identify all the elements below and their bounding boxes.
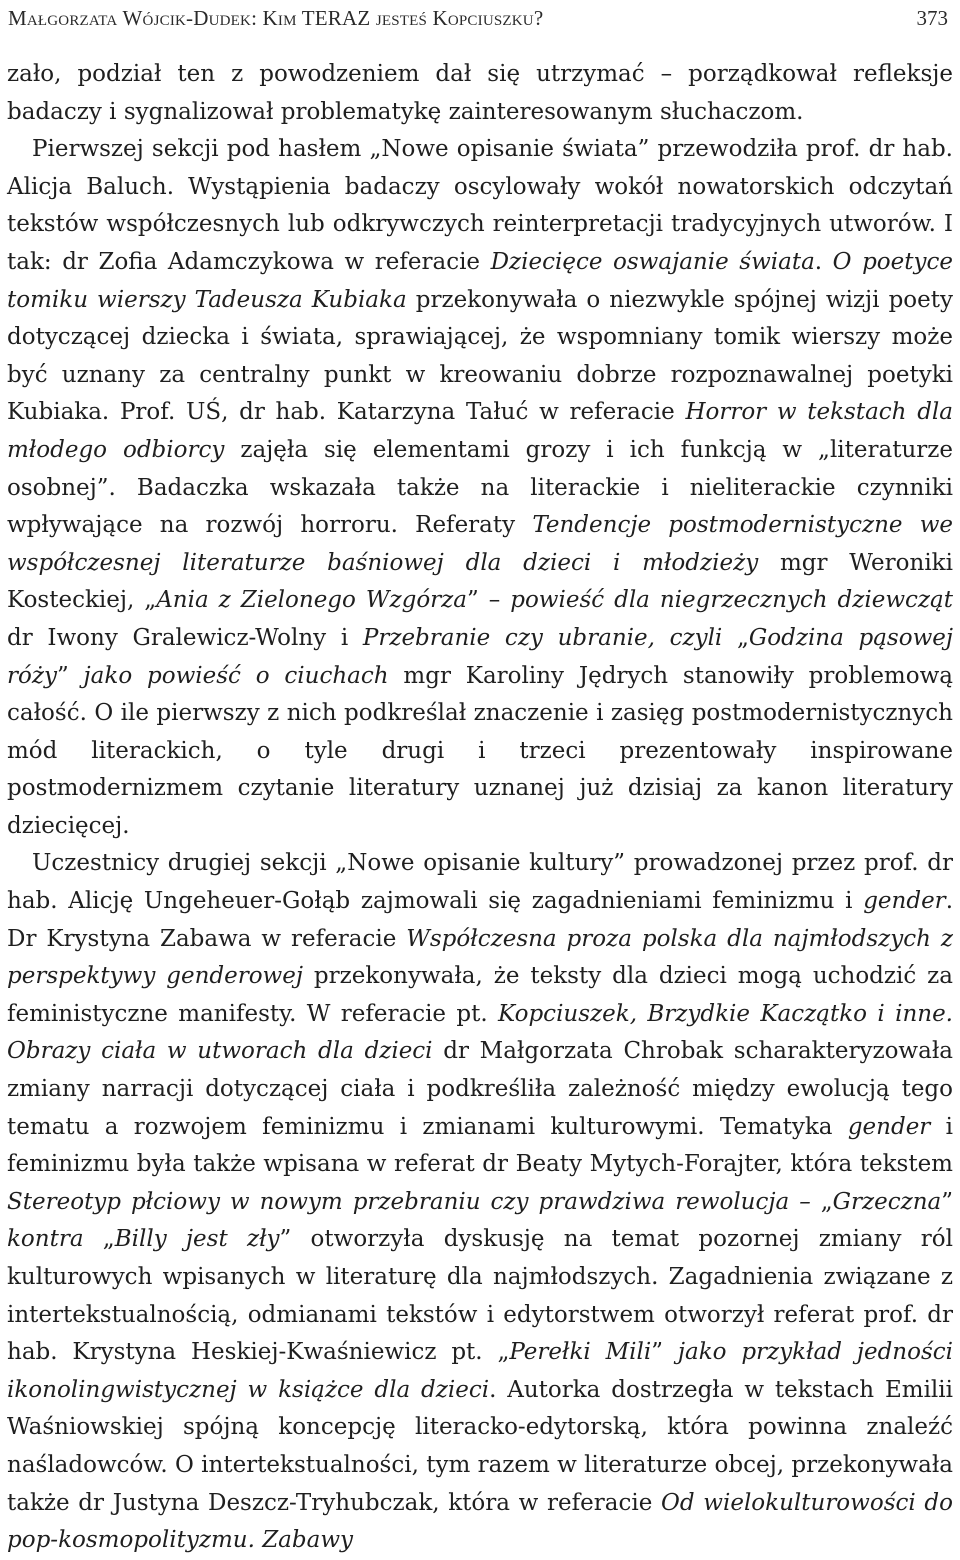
italic-title: Od wielokulturowości do pop-kosmopolityzmu. Zabawy	[7, 1489, 953, 1554]
text-run: „	[820, 1188, 833, 1215]
italic-title: Billy jest zły	[114, 1226, 280, 1253]
text-run: ”	[56, 662, 84, 689]
text-run: ”	[941, 1188, 953, 1215]
text-run: mgr Karoliny Jędrych stanowiły problemową całość. O ile pierwszy z nich podkreślał znaczenie i zasięg postmodernistycznych mód literackich, o tyle drugi i trzeci prezentowały inspirowane postmodernizmem czytanie literatury uznanej już dzisiaj za kanon literatury dziecięcej.	[7, 662, 953, 839]
italic-title: jako przykład jedności ikonolingwistycznej w książce dla dzieci	[7, 1339, 953, 1403]
italic-title: Stereotyp płciowy w nowym przebraniu czy prawdziwa rewolucja –	[7, 1188, 821, 1215]
italic-title: Grzeczna	[832, 1188, 942, 1215]
text-run: i feminizmu była także wpisana w referat dr Beaty Mytych-Forajter, która tekstem	[7, 1113, 954, 1178]
text-run: „	[722, 624, 749, 651]
running-title: Małgorzata Wójcik-Dudek: Kim TERAZ jesteś Kopciuszku?	[8, 6, 544, 30]
text-run: . Dr Krystyna Zabawa w referacie	[7, 888, 953, 952]
italic-title: Przebranie czy ubranie, czyli	[362, 624, 723, 651]
article-body	[7, 56, 953, 1560]
italic-title: gender	[847, 1113, 931, 1140]
paragraph	[7, 131, 953, 845]
italic-title: Ania z Zielonego Wzgórza	[156, 587, 468, 614]
page-number: 373	[916, 6, 948, 30]
text-run: przekonywała, że teksty dla dzieci mogą uchodzić za feministyczne manifesty. W referacie pt.	[7, 963, 953, 1027]
text-run: ” otworzyła dyskusję na temat pozornej zmiany ról kulturowych wpisanych w literaturę dla najmłodszych. Zagadnienia związane z intertekstualnością, odmianami tekstów i edytorstwem otworzył referat prof. dr hab. Krystyna Heskiej-Kwaśniewicz pt. „	[7, 1226, 953, 1366]
italic-title: jako powieść o ciuchach	[83, 662, 389, 689]
text-run: ” –	[467, 587, 511, 614]
italic-title: Współczesna proza polska dla najmłodszych z perspektywy genderowej	[7, 925, 953, 990]
italic-title: Horror w tekstach dla młodego odbiorcy	[7, 399, 953, 463]
text-run: Pierwszej sekcji pod hasłem „Nowe opisanie świata” przewodziła prof. dr hab. Alicja Baluch. Wystąpienia badaczy oscylowały wokół nowatorskich odczytań tekstów współczesnych lub odkrywczych reinterpretacji tradycyjnych utworów. I tak: dr Zofia Adamczykowa w referacie	[7, 136, 953, 275]
italic-title: Tendencje postmodernistyczne we współczesnej literaturze baśniowej dla dzieci i młodzieży	[7, 512, 953, 576]
text-run: mgr Weroniki Kosteckiej, „	[7, 549, 953, 614]
text-run: ”	[651, 1339, 678, 1366]
italic-title: Kopciuszek, Brzydkie Kaczątko i inne. Obrazy ciała w utworach dla dzieci	[7, 1000, 953, 1065]
italic-title: powieść dla niegrzecznych dziewcząt	[510, 587, 954, 614]
paragraph	[7, 845, 953, 1559]
text-run: „	[83, 1226, 115, 1253]
italic-title: Perełki Mili	[509, 1339, 652, 1366]
italic-title: gender	[863, 888, 946, 915]
text-run: .	[814, 248, 833, 275]
italic-title: O poetyce tomiku wierszy Tadeusza Kubiaka	[7, 248, 953, 313]
italic-title: Dziecięce oswajanie świata	[490, 248, 815, 275]
text-run: zało, podział ten z powodzeniem dał się utrzymać – porządkował refleksje badaczy i sygnalizował problematykę zainteresowanym słuchaczom.	[7, 61, 953, 125]
running-header	[8, 4, 948, 32]
text-run: dr Iwony Gralewicz-Wolny i	[7, 624, 363, 651]
text-run: przekonywała o niezwykle spójnej wizji poety dotyczącej dziecka i świata, sprawiającej, że wspomniany tomik wierszy może być uznany za centralny punkt w kreowaniu dobrze rozpoznawalnej poetyki Kubiaka. Prof. UŚ, dr hab. Katarzyna Tałuć w referacie	[7, 286, 954, 426]
text-run: zajęła się elementami grozy i ich funkcją w „literaturze osobnej”. Badaczka wskazała także na literackie i nieliterackie czynniki wpływające na rozwój horroru. Referaty	[7, 436, 953, 539]
italic-title: Godzina pąsowej róży	[7, 624, 954, 689]
text-run: dr Małgorzata Chrobak scharakteryzowała zmiany narracji dotyczącej ciała i podkreśliła zależność między ewolucją tego tematu a rozwojem feminizmu i zmianami kulturowymi. Tematyka	[7, 1038, 953, 1140]
text-run: . Autorka dostrzegła w tekstach Emilii Waśniowskiej spójną koncepcję literacko-edytorską, która powinna znaleźć naśladowców. O intertekstualności, tym razem w literaturze obcej, przekonywała także dr Justyna Deszcz-Tryhubczak, która w referacie	[7, 1376, 953, 1516]
text-run: Uczestnicy drugiej sekcji „Nowe opisanie kultury” prowadzonej przez prof. dr hab. Alicję Ungeheuer-Gołąb zajmowali się zagadnieniami feminizmu i	[7, 850, 953, 915]
paragraph	[7, 56, 953, 131]
italic-title: kontra	[7, 1226, 84, 1253]
